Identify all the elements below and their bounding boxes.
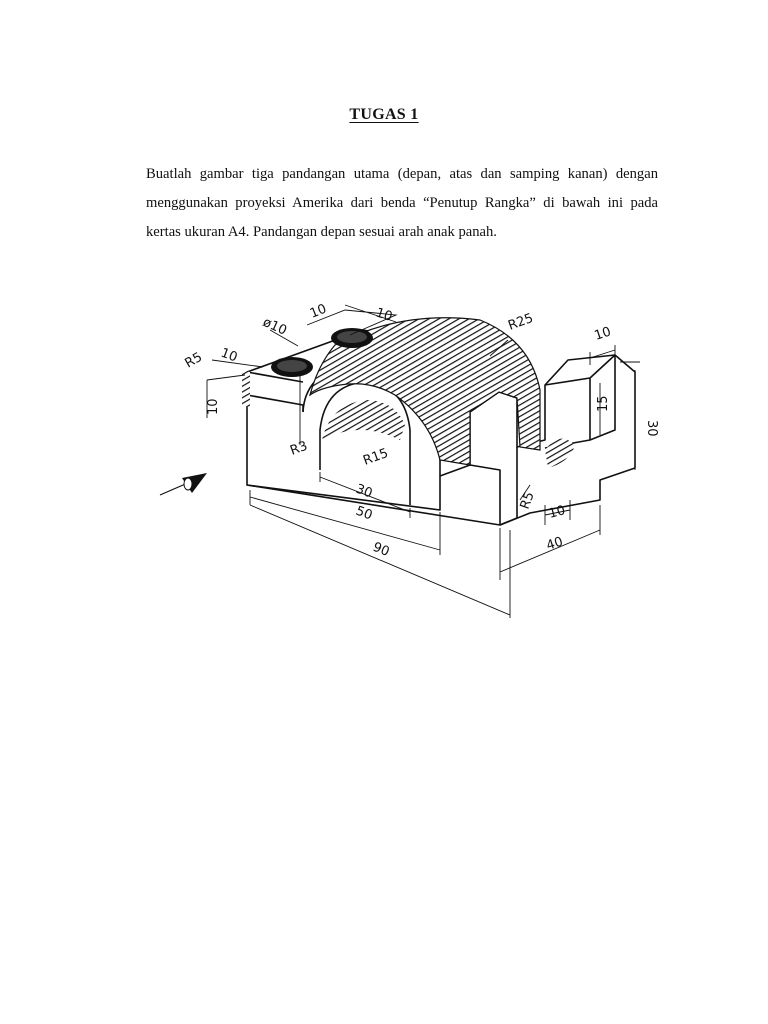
right-end-hatch (545, 439, 575, 468)
dim-dia10: ø10 (260, 314, 289, 339)
dim-30-height: 30 (644, 420, 659, 437)
dim-10-height: 10 (206, 398, 221, 415)
front-lower-edge (247, 476, 440, 510)
dim-r25: R25 (506, 310, 536, 334)
dim-10-block: 10 (592, 324, 613, 344)
dim-r5-right: R5 (517, 489, 538, 512)
front-block-right (500, 447, 517, 525)
dim-30: 30 (353, 481, 375, 502)
dim-r15: R15 (361, 445, 391, 469)
front-right (470, 465, 500, 525)
dim-10-bottom: 10 (547, 503, 568, 522)
left-end-hatch (242, 370, 250, 408)
dim-r5-left: R5 (182, 349, 205, 372)
arch-inner-hatch (322, 400, 405, 440)
dim-50: 50 (353, 503, 375, 524)
isometric-drawing (150, 290, 670, 630)
dim-r3: R3 (288, 438, 310, 459)
view-arrow (160, 473, 207, 495)
page-title: TUGAS 1 (349, 106, 419, 123)
instruction-text: Buatlah gambar tiga pandangan utama (depan, atas dan samping kanan) dengan menggunakan proyeksi Amerika dari benda “Penutup Rangka” di bawah ini pada kertas ukuran A4. Pandangan depan sesuai arah anak panah. (146, 166, 658, 240)
dim-15: 15 (596, 395, 611, 412)
dim-d10-b: 10 (373, 305, 395, 325)
dim-d10-a: 10 (307, 301, 329, 322)
front-top-edge (247, 395, 303, 412)
dim-90: 90 (370, 539, 392, 560)
dim-10-left: 10 (218, 345, 240, 366)
dim-40: 40 (544, 534, 565, 554)
drawing-svg (150, 290, 670, 630)
